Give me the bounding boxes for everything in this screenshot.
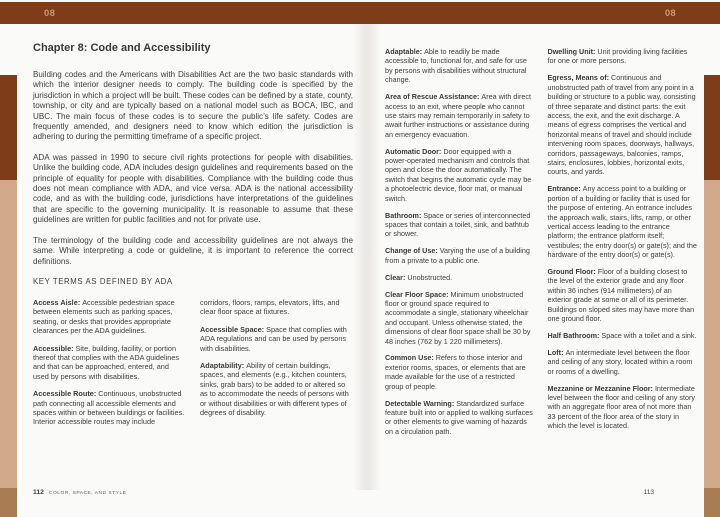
- term-definition: Space or series of interconnected spaces that contain a toilet, sink, and bathtub or shower.: [385, 210, 531, 239]
- book-gutter-shadow: [353, 24, 381, 490]
- right-page-footer: [616, 489, 654, 496]
- footer-page-number-right: 113: [643, 489, 654, 496]
- intro-paragraph-2: ADA was passed in 1990 to secure civil rights protections for people with disabilities. Unlike the building code, ADA includes design guidelines and requirements based on the principle of equality for people with disabilities. Compliance with the building code thus does not mean compliance with ADA, and vice versa. ADA is the national accessibility code, and as with the building code, jurisdictions have interpretations of the guidelines that are specific to the governing municipality. It is reasonable to assume that these guidelines are written for public facilities and not for private use.: [33, 152, 353, 225]
- chapter-header-bar: [0, 2, 720, 24]
- term-name: Egress, Means of:: [547, 73, 610, 83]
- term-definition: Space that complies with ADA regulations and can be used by persons with disabilities.: [200, 324, 347, 353]
- term-name: Change of Use:: [385, 246, 438, 256]
- term-entry: [385, 211, 535, 239]
- term-entry: [385, 47, 535, 85]
- left-page: [33, 42, 353, 435]
- term-name: Half Bathroom:: [547, 330, 600, 340]
- intro-paragraph-3: The terminology of the building code and accessibility guidelines are not always the same. While interpreting a code or guideline, it is important to reference the correct definitions.: [33, 235, 353, 266]
- footer-book-title: COLOR, SPACE, AND STYLE: [48, 491, 127, 496]
- term-definition: Any access point to a building or portion of a building or facility that is used for the purpose of entering. An entrance includes the approach walk, stairs, lifts, ramp, or other vertical access leading to the entrance platform; the entrance platform itself; vestibules; the entry door(s) or gate(s); and the hardware of the entry door(s) or gate(s).: [547, 184, 697, 260]
- left-page-edge-strip: [0, 0, 17, 517]
- term-name: Common Use:: [385, 353, 434, 363]
- term-name: Ground Floor:: [547, 267, 596, 277]
- term-definition: Standardized surface feature built into or applied to walking surfaces or other elements to give warning of hazards on a circulation path.: [385, 398, 533, 436]
- term-definition: Continuous and unobstructed path of travel from any point in a building or structure to a public way, consisting of three separate and distinct parts: the exit access, the exit, and the exit discharge. A means of egress comprises the vertical and horizontal means of travel and should include intervening room spaces, doorways, hallways, corridors, passageways, balconies, ramps, stairs, enclosures, lobbies, horizontal exits, courts, and yards.: [547, 73, 696, 177]
- term-definition: Area with direct access to an exit, where people who cannot use stairs may remain temporarily in safety to await further instructions or assistance during an emergency evacuation.: [385, 92, 531, 139]
- right-edge-bottom-block: [704, 488, 720, 517]
- term-name: Loft:: [547, 347, 564, 357]
- right-page-edge-strip: [704, 0, 720, 517]
- term-entry: [548, 384, 698, 431]
- right-page-terms-column-2: [548, 47, 698, 444]
- left-page-terms-column-2: [200, 298, 353, 435]
- term-entry: [548, 348, 698, 376]
- header-chapter-number-left: 08: [44, 7, 56, 19]
- term-definition: Site, building, facility, or portion thereof that complies with the ADA guidelines and that can be approached, entered, and used by persons with disabilities.: [33, 343, 180, 381]
- intro-paragraph-1: Building codes and the Americans with Disabilities Act are the two basic standards with which the interior designer needs to comply. The building code is specified by the jurisdiction in which a project will be built. These codes can be defined by a state, county, township, or city and are typically based on a national model such as BOCA, IBC, and UBC. The main focus of these codes is to secure the public’s life safety. Codes are frequently amended, and designers need to know which edition the jurisdiction is adhering to during the permitting timeframe of a specific project.: [33, 70, 353, 142]
- term-entry: [385, 147, 535, 203]
- term-definition: Refers to those interior and exterior rooms, spaces, or elements that are made available for the use of a restricted group of people.: [385, 353, 526, 391]
- term-definition: Accessible pedestrian space between elements such as parking spaces, seating, or desks that provides appropriate clearances per the ADA guidelines.: [33, 297, 175, 336]
- term-entry: [548, 73, 698, 176]
- term-definition: Continuous, unobstructed path connecting all accessible elements and spaces within or between buildings or facilities. Interior accessible routes may include: [33, 389, 185, 427]
- term-name: Accessible Route:: [33, 389, 97, 399]
- left-page-footer: [33, 489, 126, 496]
- term-name: Clear:: [385, 272, 406, 282]
- term-definition: Varying the use of a building from a private to a public one.: [385, 246, 530, 265]
- term-name: Access Aisle:: [33, 297, 81, 307]
- term-name: Detectable Warning:: [385, 398, 455, 408]
- term-name: Dwelling Unit:: [547, 47, 596, 56]
- term-name: Accessible:: [33, 343, 74, 353]
- term-entry: [200, 325, 353, 353]
- right-page-terms-column-1: [385, 47, 535, 444]
- left-edge-bottom-block: [0, 488, 17, 517]
- right-edge-brown-block: [704, 75, 720, 180]
- term-entry: [385, 399, 535, 437]
- term-name: Area of Rescue Assistance:: [385, 92, 480, 102]
- term-definition: Able to readily be made accessible to, functional for, and safe for use by persons with disabilities without structural change.: [385, 47, 527, 85]
- chapter-title: Chapter 8: Code and Accessibility: [33, 42, 211, 54]
- term-entry: [385, 273, 535, 282]
- term-name: Entrance:: [547, 184, 581, 194]
- term-entry: [33, 344, 186, 382]
- right-page: [385, 47, 697, 444]
- term-entry: [200, 298, 353, 317]
- term-entry: [548, 184, 698, 259]
- term-entry: [200, 361, 353, 417]
- term-entry: [385, 92, 535, 139]
- right-edge-tan-block: [704, 180, 720, 488]
- term-entry: [33, 389, 186, 427]
- term-entry: [548, 331, 698, 340]
- term-name: Bathroom:: [385, 210, 422, 220]
- term-definition: Space with a toilet and a sink.: [601, 330, 697, 340]
- term-name: Adaptable:: [385, 47, 423, 56]
- term-entry: [385, 246, 535, 265]
- term-definition: Door equipped with a power-operated mechanism and controls that open and close the door automatically. The switch that begins the automatic cycle may be a photoelectric device, floor mat, or manual switch.: [385, 146, 532, 203]
- term-name: Automatic Door:: [385, 146, 442, 156]
- term-entry: [33, 298, 186, 336]
- term-name: Clear Floor Space:: [385, 289, 449, 299]
- term-definition: Unobstructed.: [407, 272, 453, 282]
- right-page-term-columns: [385, 47, 697, 444]
- term-definition: An intermediate level between the floor and ceiling of any story, located within a room or rooms of a dwelling.: [547, 347, 693, 376]
- term-entry: [548, 267, 698, 323]
- term-name: Accessible Space:: [200, 324, 265, 334]
- term-definition: Minimum unobstructed floor or ground space required to accommodate a single, stationary wheelchair and occupant. Unless otherwise stated, the dimensions of clear floor space shall be 30 by 48 inches (762 by 1 220 millimeters).: [385, 289, 531, 346]
- left-page-terms-column-1: [33, 298, 186, 435]
- term-definition: Floor of a building closest to the level of the exterior grade and any floor within 36 inches (914 millimeters) of an exterior grade at some or all of its perimeter. Buildings on sloped sites may have more than one ground floor.: [547, 267, 695, 324]
- left-page-term-columns: [33, 298, 353, 435]
- term-entry: [385, 353, 535, 391]
- term-definition: Ability of certain buildings, spaces, and elements (e.g., kitchen counters, sinks, grab bars) to be added to or altered so as to accommodate the needs of persons with or without disabilities or with different types of degrees of disability.: [200, 360, 349, 417]
- term-definition: corridors, floors, ramps, elevators, lifts, and clear floor space at fixtures.: [200, 297, 340, 317]
- term-entry: [548, 47, 698, 66]
- term-definition: Intermediate level between the floor and ceiling of any story with an aggregate floor area of not more than 33 percent of the floor area of the story in which the level is located.: [547, 383, 695, 431]
- term-definition: Unit providing living facilities for one or more persons.: [547, 47, 688, 66]
- header-chapter-number-right: 08: [664, 7, 676, 19]
- term-entry: [385, 290, 535, 346]
- left-edge-brown-block: [0, 75, 17, 180]
- term-name: Mezzanine or Mezzanine Floor:: [547, 383, 653, 393]
- footer-page-number-left: 112: [33, 489, 44, 496]
- key-terms-heading: KEY TERMS AS DEFINED BY ADA: [33, 276, 173, 286]
- term-name: Adaptability:: [200, 360, 245, 370]
- left-edge-tan-block: [0, 180, 17, 488]
